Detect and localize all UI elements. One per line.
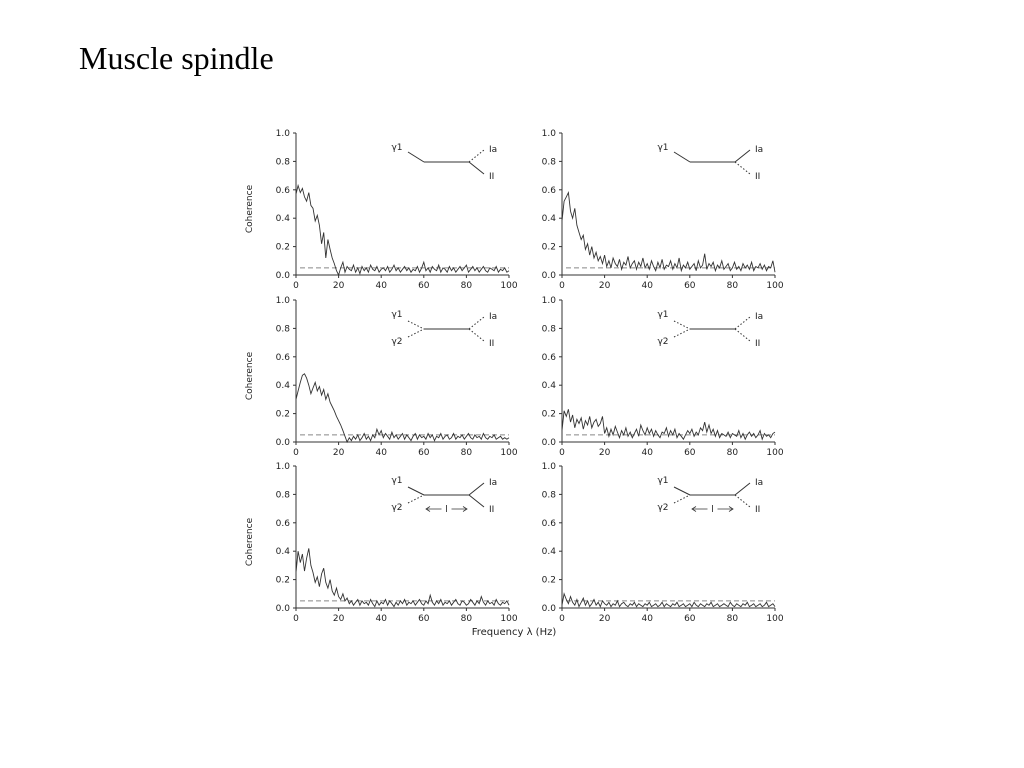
output-label: Ia — [489, 312, 498, 322]
output-branch — [469, 317, 484, 329]
output-label: Ia — [755, 478, 764, 488]
output-label: Ia — [755, 312, 764, 322]
output-label: II — [755, 172, 761, 182]
x-tick-label: 40 — [641, 614, 653, 624]
x-tick-label: 40 — [641, 448, 653, 458]
output-label: II — [489, 172, 495, 182]
x-tick-label: 0 — [293, 614, 299, 624]
coherence-trace — [562, 193, 775, 273]
input-label: γ2 — [657, 337, 669, 347]
fibre-diagram — [657, 476, 763, 515]
fibre-diagram — [391, 310, 497, 349]
y-tick-label: 0.8 — [275, 157, 290, 168]
y-tick-label: 0.4 — [275, 547, 290, 558]
coherence-trace — [296, 186, 509, 276]
y-tick-label: 0.4 — [541, 214, 556, 225]
y-tick-label: 0.8 — [275, 490, 290, 501]
output-label: II — [755, 505, 761, 515]
y-tick-label: 0.4 — [275, 214, 290, 225]
output-branch — [735, 317, 750, 329]
y-tick-label: 1.0 — [275, 296, 290, 306]
coherence-panel — [542, 129, 784, 291]
fibre-diagram — [391, 143, 497, 182]
y-tick-label: 0.0 — [541, 438, 556, 448]
output-branch — [469, 162, 484, 174]
y-tick-label: 0.0 — [541, 271, 556, 281]
y-tick-label: 0.4 — [541, 381, 556, 392]
x-tick-label: 80 — [726, 614, 739, 624]
input-branch — [674, 152, 690, 162]
output-branch — [469, 150, 484, 162]
input-label: γ2 — [391, 503, 403, 513]
y-axis-label: Coherence — [245, 351, 255, 401]
x-tick-label: 60 — [684, 281, 696, 291]
y-tick-label: 0.6 — [275, 518, 290, 529]
x-tick-label: 100 — [500, 281, 518, 291]
y-tick-label: 0.2 — [275, 242, 290, 253]
input-label: γ1 — [657, 476, 669, 486]
y-tick-label: 1.0 — [541, 462, 556, 472]
y-tick-label: 0.2 — [275, 575, 290, 586]
y-tick-label: 0.4 — [275, 381, 290, 392]
input-branch — [674, 329, 690, 337]
distance-label: l — [445, 505, 448, 515]
output-branch — [735, 495, 750, 507]
input-label: γ2 — [391, 337, 403, 347]
x-tick-label: 100 — [766, 614, 784, 624]
x-tick-label: 20 — [332, 448, 345, 458]
output-label: Ia — [755, 145, 764, 155]
y-tick-label: 0.8 — [541, 324, 556, 335]
y-tick-label: 0.2 — [275, 409, 290, 420]
input-label: γ1 — [657, 143, 669, 153]
x-tick-label: 0 — [559, 448, 565, 458]
y-axis-label: Coherence — [245, 517, 255, 567]
y-tick-label: 0.2 — [541, 242, 556, 253]
x-tick-label: 100 — [500, 614, 518, 624]
input-branch — [674, 487, 690, 495]
output-branch — [735, 150, 750, 162]
x-axis-label: Frequency λ (Hz) — [471, 627, 557, 638]
x-tick-label: 100 — [500, 448, 518, 458]
x-tick-label: 60 — [418, 448, 430, 458]
input-branch — [408, 487, 424, 495]
slide-title: Muscle spindle — [79, 40, 274, 76]
input-label: γ2 — [657, 503, 669, 513]
x-tick-label: 40 — [375, 281, 387, 291]
x-tick-label: 100 — [766, 448, 784, 458]
x-tick-label: 60 — [684, 614, 696, 624]
distance-label: l — [711, 505, 714, 515]
output-label: Ia — [489, 145, 498, 155]
x-tick-label: 80 — [726, 448, 739, 458]
x-tick-label: 20 — [598, 281, 611, 291]
y-tick-label: 1.0 — [541, 296, 556, 306]
input-branch — [408, 152, 424, 162]
x-tick-label: 0 — [559, 281, 565, 291]
x-tick-label: 40 — [375, 448, 387, 458]
input-branch — [674, 495, 690, 503]
x-tick-label: 20 — [332, 614, 345, 624]
coherence-trace — [296, 548, 509, 606]
y-tick-label: 0.0 — [275, 604, 290, 614]
fibre-diagram — [657, 310, 763, 349]
coherence-panel — [245, 129, 518, 291]
x-tick-label: 0 — [293, 281, 299, 291]
x-tick-label: 20 — [598, 448, 611, 458]
y-tick-label: 0.4 — [541, 547, 556, 558]
coherence-trace — [296, 374, 509, 442]
input-branch — [408, 495, 424, 503]
input-label: γ1 — [391, 143, 403, 153]
x-tick-label: 0 — [559, 614, 565, 624]
output-label: II — [489, 505, 495, 515]
x-tick-label: 80 — [460, 448, 473, 458]
x-tick-label: 60 — [418, 614, 430, 624]
y-tick-label: 0.8 — [541, 157, 556, 168]
y-tick-label: 1.0 — [275, 129, 290, 139]
y-tick-label: 0.0 — [275, 271, 290, 281]
y-axis-label: Coherence — [245, 184, 255, 234]
y-tick-label: 0.8 — [541, 490, 556, 501]
input-branch — [674, 321, 690, 329]
x-tick-label: 60 — [418, 281, 430, 291]
y-tick-label: 1.0 — [541, 129, 556, 139]
output-label: II — [755, 339, 761, 349]
output-branch — [469, 495, 484, 507]
coherence-trace — [562, 594, 775, 607]
output-branch — [735, 162, 750, 174]
x-tick-label: 40 — [375, 614, 387, 624]
coherence-panel — [245, 296, 518, 458]
output-branch — [469, 329, 484, 341]
input-branch — [408, 321, 424, 329]
y-tick-label: 0.0 — [541, 604, 556, 614]
output-label: Ia — [489, 478, 498, 488]
output-branch — [735, 483, 750, 495]
x-tick-label: 60 — [684, 448, 696, 458]
coherence-panel — [542, 462, 784, 624]
input-branch — [408, 329, 424, 337]
y-tick-label: 0.2 — [541, 575, 556, 586]
x-tick-label: 0 — [293, 448, 299, 458]
x-tick-label: 20 — [598, 614, 611, 624]
output-branch — [469, 483, 484, 495]
y-tick-label: 0.6 — [541, 518, 556, 529]
y-tick-label: 1.0 — [275, 462, 290, 472]
x-tick-label: 100 — [766, 281, 784, 291]
y-tick-label: 0.6 — [541, 185, 556, 196]
input-label: γ1 — [391, 476, 403, 486]
x-tick-label: 80 — [460, 614, 473, 624]
y-tick-label: 0.6 — [541, 352, 556, 363]
input-label: γ1 — [657, 310, 669, 320]
x-tick-label: 20 — [332, 281, 345, 291]
y-tick-label: 0.6 — [275, 352, 290, 363]
y-tick-label: 0.0 — [275, 438, 290, 448]
output-branch — [735, 329, 750, 341]
fibre-diagram — [391, 476, 497, 515]
y-tick-label: 0.6 — [275, 185, 290, 196]
coherence-panel — [245, 462, 518, 624]
x-tick-label: 80 — [460, 281, 473, 291]
x-tick-label: 40 — [641, 281, 653, 291]
x-tick-label: 80 — [726, 281, 739, 291]
coherence-panel — [542, 296, 784, 458]
output-label: II — [489, 339, 495, 349]
input-label: γ1 — [391, 310, 403, 320]
fibre-diagram — [657, 143, 763, 182]
y-tick-label: 0.8 — [275, 324, 290, 335]
y-tick-label: 0.2 — [541, 409, 556, 420]
